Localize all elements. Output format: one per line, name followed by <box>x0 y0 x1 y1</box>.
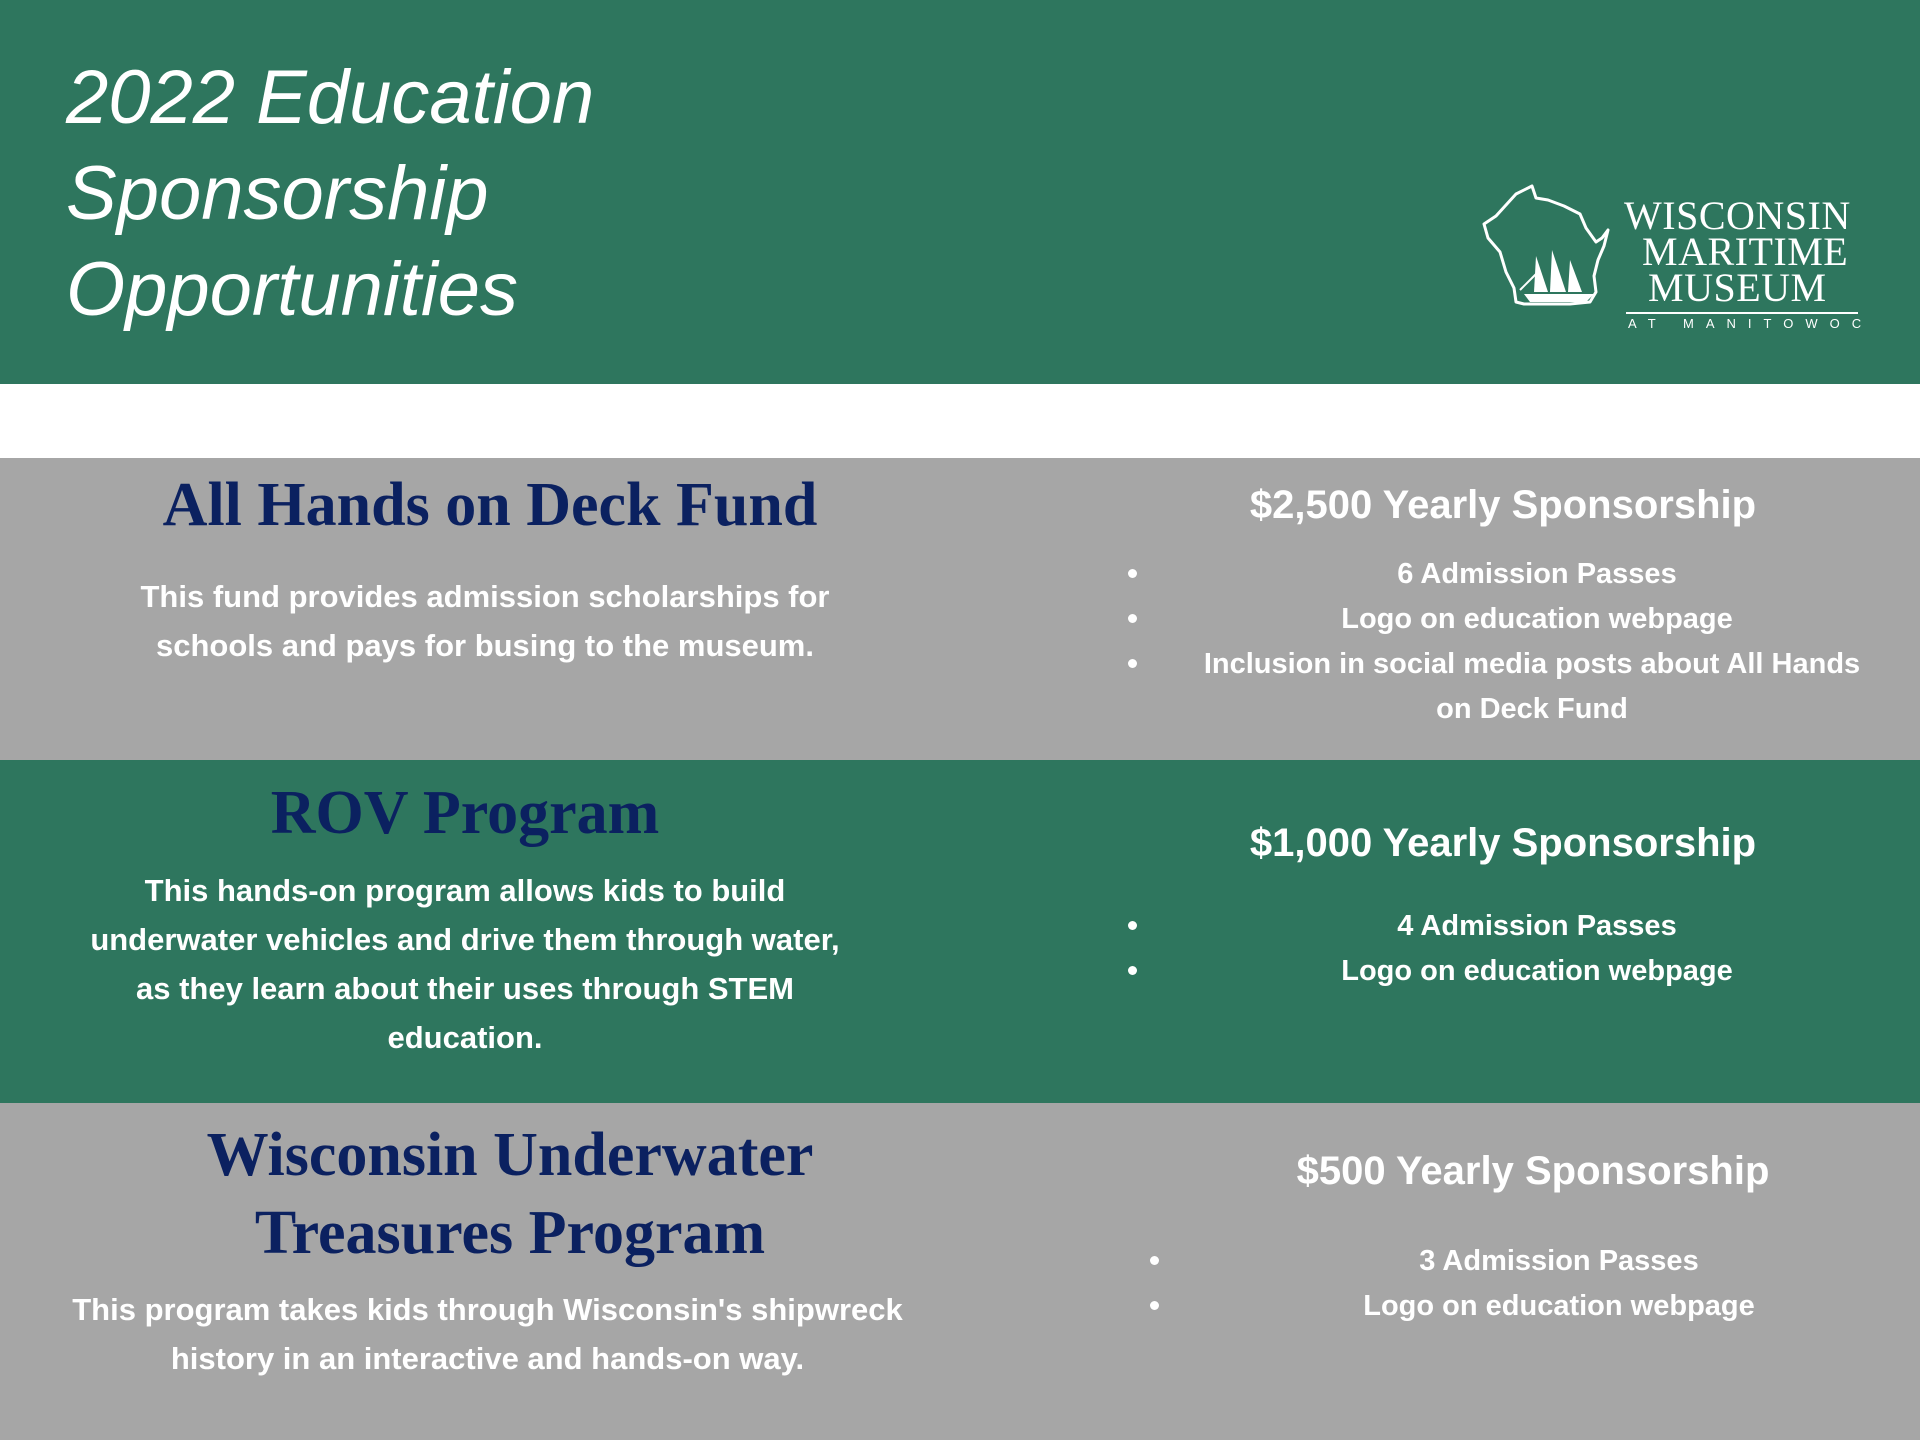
fund-title: Wisconsin Underwater Treasures Program <box>206 1121 814 1267</box>
logo-text-museum: MUSEUM <box>1648 265 1827 310</box>
bullet-icon <box>1128 569 1137 578</box>
benefit-text: 4 Admission Passes <box>1397 910 1677 942</box>
benefit-text: 6 Admission Passes <box>1397 558 1677 590</box>
benefit-text: Logo on education webpage <box>1341 603 1733 635</box>
fund-description: This program takes kids through Wisconsin's shipwreck history in an interactive and hands-on way. <box>72 1292 903 1376</box>
bullet-icon <box>1128 921 1137 930</box>
bullet-icon <box>1150 1301 1159 1310</box>
benefit-text: 3 Admission Passes <box>1419 1245 1699 1277</box>
title-line: Sponsorship <box>66 151 489 236</box>
wisconsin-map-ship-icon <box>1476 180 1626 330</box>
spacer-band <box>0 384 1920 458</box>
sponsorship-price: $500 Yearly Sponsorship <box>1296 1149 1770 1193</box>
header-banner <box>0 0 1920 384</box>
benefits-list <box>1152 1239 1912 1329</box>
bullet-icon <box>1128 966 1137 975</box>
benefit-item <box>1152 1284 1912 1329</box>
benefit-item <box>1130 642 1890 732</box>
sponsorship-price: $2,500 Yearly Sponsorship <box>1249 483 1757 527</box>
fund-description: This hands-on program allows kids to build underwater vehicles and drive them through water, as they learn about their uses through STEM education. <box>90 873 840 1055</box>
benefit-text: Inclusion in social media posts about All Hands on Deck Fund <box>1203 648 1861 725</box>
benefit-text: Logo on education webpage <box>1341 955 1733 987</box>
sponsorship-price: $1,000 Yearly Sponsorship <box>1249 821 1757 865</box>
sponsorship-row-underwater-treasures <box>0 1103 1920 1440</box>
bullet-icon <box>1128 659 1137 668</box>
benefit-item <box>1130 904 1890 949</box>
benefit-item <box>1130 552 1890 597</box>
page-title <box>66 50 766 338</box>
logo-text-maritime: MARITIME <box>1642 229 1849 274</box>
logo-subtitle: AT MANITOWOC <box>1628 316 1874 331</box>
museum-logo <box>1476 180 1874 331</box>
title-line: Opportunities <box>66 247 519 332</box>
benefit-item <box>1130 949 1890 994</box>
fund-description: This fund provides admission scholarships for schools and pays for busing to the museum. <box>140 579 830 663</box>
benefit-item <box>1130 597 1890 642</box>
sponsorship-row-all-hands <box>0 458 1920 760</box>
benefits-list <box>1130 904 1890 994</box>
fund-title: ROV Program <box>270 779 660 847</box>
sponsorship-row-rov <box>0 760 1920 1103</box>
logo-text-wisconsin: WISCONSIN <box>1624 193 1851 238</box>
title-line: 2022 Education <box>66 55 595 140</box>
benefit-item <box>1152 1239 1912 1284</box>
fund-title: All Hands on Deck Fund <box>162 471 818 539</box>
bullet-icon <box>1150 1256 1159 1265</box>
benefit-text: Logo on education webpage <box>1363 1290 1755 1322</box>
bullet-icon <box>1128 614 1137 623</box>
benefits-list <box>1130 552 1890 732</box>
logo-divider <box>1626 312 1858 314</box>
